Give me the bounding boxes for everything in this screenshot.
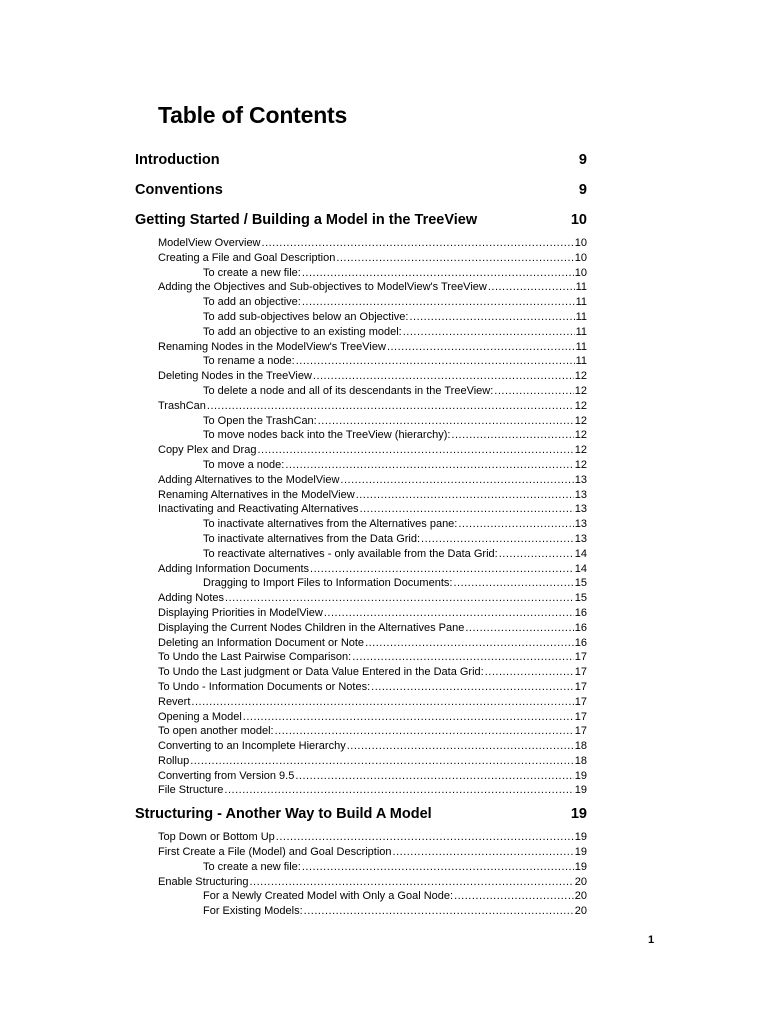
- toc-entry[interactable]: [135, 266, 587, 281]
- dot-leader: [276, 830, 574, 845]
- dot-leader: [313, 369, 574, 384]
- toc-entry[interactable]: [135, 695, 587, 710]
- toc-section: [135, 180, 587, 200]
- toc-section: [135, 804, 587, 919]
- toc-entry[interactable]: [135, 236, 587, 251]
- entry-page-number: 18: [574, 754, 587, 767]
- dot-leader: [310, 562, 574, 577]
- entry-label: To Undo the Last Pairwise Comparison:: [158, 651, 352, 664]
- toc-entry[interactable]: [135, 414, 587, 429]
- entry-page-number: 11: [575, 281, 587, 294]
- toc-entry[interactable]: [135, 769, 587, 784]
- toc-entry[interactable]: [135, 428, 587, 443]
- dot-leader: [262, 236, 574, 251]
- dot-leader: [318, 414, 574, 429]
- dot-leader: [465, 621, 573, 636]
- dot-leader: [347, 739, 574, 754]
- toc-entry[interactable]: [135, 783, 587, 798]
- entry-page-number: 11: [575, 310, 587, 323]
- toc-entry[interactable]: [135, 739, 587, 754]
- entry-label: Adding Information Documents: [158, 562, 310, 575]
- entry-label: To create a new file:: [203, 266, 301, 279]
- dot-leader: [207, 399, 574, 414]
- entry-page-number: 18: [574, 740, 587, 753]
- dot-leader: [225, 591, 574, 606]
- entry-page-number: 15: [574, 577, 587, 590]
- toc-entry[interactable]: [135, 830, 587, 845]
- entry-page-number: 12: [574, 384, 587, 397]
- entry-label: Converting to an Incomplete Hierarchy: [158, 740, 346, 753]
- toc-section: [135, 150, 587, 170]
- dot-leader: [356, 488, 574, 503]
- entry-label: Opening a Model: [158, 710, 242, 723]
- toc-entry[interactable]: [135, 399, 587, 414]
- entry-page-number: 20: [574, 905, 587, 918]
- entry-label: Rollup: [158, 754, 190, 767]
- toc-entry[interactable]: [135, 488, 587, 503]
- entry-page-number: 11: [575, 325, 587, 338]
- dot-leader: [485, 665, 574, 680]
- entry-page-number: 12: [574, 429, 587, 442]
- dot-leader: [302, 295, 575, 310]
- entry-label: Renaming Nodes in the ModelView's TreeView: [158, 340, 386, 353]
- dot-leader: [296, 354, 575, 369]
- toc-entry[interactable]: [135, 621, 587, 636]
- entry-label: Creating a File and Goal Description: [158, 251, 336, 264]
- toc-entry[interactable]: [135, 904, 587, 919]
- dot-leader: [285, 458, 573, 473]
- section-page-number: 9: [578, 182, 587, 198]
- entry-page-number: 16: [574, 621, 587, 634]
- dot-leader: [302, 266, 574, 281]
- toc-entry[interactable]: [135, 710, 587, 725]
- entry-page-number: 20: [574, 875, 587, 888]
- entry-page-number: 13: [574, 488, 587, 501]
- toc-entry[interactable]: [135, 636, 587, 651]
- entry-label: Renaming Alternatives in the ModelView: [158, 488, 355, 501]
- toc-entry[interactable]: [135, 369, 587, 384]
- section-page-number: 10: [570, 212, 587, 228]
- entry-page-number: 11: [575, 296, 587, 309]
- dot-leader: [302, 860, 574, 875]
- entry-page-number: 19: [574, 860, 587, 873]
- toc-entry[interactable]: [135, 889, 587, 904]
- toc-entry-list: [135, 830, 587, 919]
- entry-page-number: 19: [574, 769, 587, 782]
- toc-entry[interactable]: [135, 473, 587, 488]
- dot-leader: [454, 889, 574, 904]
- entry-page-number: 11: [575, 340, 587, 353]
- entry-page-number: 11: [575, 355, 587, 368]
- entry-label: To add an objective:: [203, 296, 301, 309]
- entry-page-number: 15: [574, 592, 587, 605]
- dot-leader: [340, 473, 573, 488]
- entry-label: To inactivate alternatives from the Data Grid:: [203, 532, 421, 545]
- dot-leader: [275, 724, 574, 739]
- entry-page-number: 14: [574, 547, 587, 560]
- dot-leader: [458, 517, 573, 532]
- toc-section-heading[interactable]: [135, 210, 587, 230]
- dot-leader: [257, 443, 573, 458]
- dot-leader: [403, 325, 575, 340]
- entry-label: Adding Notes: [158, 592, 225, 605]
- entry-label: Inactivating and Reactivating Alternatives: [158, 503, 359, 516]
- entry-page-number: 12: [574, 399, 587, 412]
- dot-leader: [451, 428, 573, 443]
- dot-leader: [409, 310, 574, 325]
- section-page-number: 19: [570, 806, 587, 823]
- toc-entry[interactable]: [135, 860, 587, 875]
- entry-label: To add an objective to an existing model:: [203, 325, 402, 338]
- entry-page-number: 12: [574, 444, 587, 457]
- toc-entry[interactable]: [135, 443, 587, 458]
- section-title: Getting Started / Building a Model in the TreeView: [135, 212, 478, 228]
- entry-label: To Open the TrashCan:: [203, 414, 317, 427]
- entry-label: Enable Structuring: [158, 875, 249, 888]
- dot-leader: [324, 606, 574, 621]
- section-title: Introduction: [135, 152, 220, 168]
- entry-page-number: 14: [574, 562, 587, 575]
- entry-label: For Existing Models:: [203, 905, 303, 918]
- entry-label: For a Newly Created Model with Only a Goal Node:: [203, 890, 454, 903]
- entry-label: To add sub-objectives below an Objective:: [203, 310, 409, 323]
- entry-label: To move nodes back into the TreeView (hierarchy):: [203, 429, 451, 442]
- entry-page-number: 12: [574, 414, 587, 427]
- toc-entry[interactable]: [135, 724, 587, 739]
- toc-entry[interactable]: [135, 650, 587, 665]
- dot-leader: [365, 636, 574, 651]
- entry-label: ModelView Overview: [158, 237, 261, 249]
- entry-page-number: 19: [574, 784, 587, 797]
- entry-label: To Undo the Last judgment or Data Value Entered in the Data Grid:: [158, 666, 484, 679]
- toc-entry[interactable]: [135, 576, 587, 591]
- entry-page-number: 10: [574, 266, 587, 279]
- toc-entry[interactable]: [135, 354, 587, 369]
- entry-label: To rename a node:: [203, 355, 295, 368]
- dot-leader: [488, 280, 575, 295]
- entry-label: Top Down or Bottom Up: [158, 831, 275, 844]
- dot-leader: [295, 769, 573, 784]
- entry-label: Displaying Priorities in ModelView: [158, 606, 323, 619]
- entry-page-number: 10: [574, 237, 587, 249]
- toc-entry[interactable]: [135, 606, 587, 621]
- page-number: 1: [648, 934, 655, 946]
- dot-leader: [243, 710, 574, 725]
- entry-label: To inactivate alternatives from the Alternatives pane:: [203, 518, 458, 531]
- entry-label: To delete a node and all of its descendants in the TreeView:: [203, 384, 494, 397]
- entry-label: Deleting Nodes in the TreeView: [158, 370, 312, 383]
- toc-entry[interactable]: [135, 754, 587, 769]
- toc-section-heading[interactable]: [135, 804, 587, 824]
- toc-entry[interactable]: [135, 280, 587, 295]
- toc-entry[interactable]: [135, 295, 587, 310]
- toc-section: [135, 210, 587, 798]
- entry-page-number: 13: [574, 503, 587, 516]
- entry-label: To create a new file:: [203, 860, 301, 873]
- entry-page-number: 10: [574, 251, 587, 264]
- toc-entry[interactable]: [135, 458, 587, 473]
- entry-page-number: 17: [574, 710, 587, 723]
- entry-page-number: 17: [574, 725, 587, 738]
- entry-label: To reactivate alternatives - only available from the Data Grid:: [203, 547, 498, 560]
- entry-label: Adding the Objectives and Sub-objectives to ModelView's TreeView: [158, 281, 487, 294]
- dot-leader: [190, 754, 574, 769]
- dot-leader: [421, 532, 574, 547]
- page-title: Table of Contents: [158, 102, 348, 128]
- dot-leader: [336, 251, 573, 266]
- dot-leader: [191, 695, 573, 710]
- entry-page-number: 19: [574, 831, 587, 844]
- dot-leader: [224, 783, 573, 798]
- toc-entry[interactable]: [135, 517, 587, 532]
- dot-leader: [499, 547, 574, 562]
- toc-section-heading[interactable]: [135, 180, 587, 200]
- entry-label: Revert: [158, 695, 191, 708]
- dot-leader: [360, 502, 574, 517]
- dot-leader: [387, 340, 575, 355]
- entry-page-number: 19: [574, 846, 587, 859]
- toc-entry[interactable]: [135, 875, 587, 890]
- entry-page-number: 17: [574, 666, 587, 679]
- toc-entry[interactable]: [135, 502, 587, 517]
- entry-page-number: 17: [574, 695, 587, 708]
- entry-label: Dragging to Import Files to Information Documents:: [203, 577, 453, 590]
- entry-label: To move a node:: [203, 458, 285, 471]
- toc-entry[interactable]: [135, 680, 587, 695]
- entry-label: TrashCan: [158, 399, 206, 412]
- entry-page-number: 12: [574, 370, 587, 383]
- entry-page-number: 13: [574, 532, 587, 545]
- toc-entry[interactable]: [135, 845, 587, 860]
- dot-leader: [453, 576, 573, 591]
- dot-leader: [352, 650, 574, 665]
- entry-label: Converting from Version 9.5: [158, 769, 295, 782]
- entry-label: File Structure: [158, 784, 224, 797]
- toc-entry[interactable]: [135, 591, 587, 606]
- toc-entry[interactable]: [135, 340, 587, 355]
- toc-entry[interactable]: [135, 532, 587, 547]
- entry-label: Displaying the Current Nodes Children in the Alternatives Pane: [158, 621, 465, 634]
- entry-label: Copy Plex and Drag: [158, 444, 257, 457]
- entry-page-number: 16: [574, 606, 587, 619]
- section-title: Conventions: [135, 182, 223, 198]
- entry-page-number: 17: [574, 680, 587, 693]
- dot-leader: [393, 845, 574, 860]
- toc-entry[interactable]: [135, 562, 587, 577]
- toc-entry-list: [135, 236, 587, 798]
- section-title: Structuring - Another Way to Build A Model: [135, 806, 432, 823]
- dot-leader: [304, 904, 574, 919]
- entry-page-number: 12: [574, 458, 587, 471]
- toc-entry[interactable]: [135, 251, 587, 266]
- dot-leader: [250, 875, 574, 890]
- toc-entry[interactable]: [135, 547, 587, 562]
- entry-label: To Undo - Information Documents or Notes:: [158, 680, 371, 693]
- entry-page-number: 13: [574, 473, 587, 486]
- dot-leader: [494, 384, 573, 399]
- entry-page-number: 16: [574, 636, 587, 649]
- toc-entry[interactable]: [135, 665, 587, 680]
- toc-entry[interactable]: [135, 325, 587, 340]
- section-page-number: 9: [578, 152, 587, 168]
- toc-sections: [135, 150, 587, 925]
- entry-label: To open another model:: [158, 725, 274, 738]
- dot-leader: [371, 680, 574, 695]
- entry-page-number: 17: [574, 651, 587, 664]
- toc-section-heading[interactable]: [135, 150, 587, 170]
- entry-page-number: 20: [574, 890, 587, 903]
- entry-label: First Create a File (Model) and Goal Description: [158, 846, 392, 859]
- entry-label: Adding Alternatives to the ModelView: [158, 473, 340, 486]
- toc-entry[interactable]: [135, 310, 587, 325]
- toc-entry[interactable]: [135, 384, 587, 399]
- entry-label: Deleting an Information Document or Note: [158, 636, 365, 649]
- entry-page-number: 13: [574, 518, 587, 531]
